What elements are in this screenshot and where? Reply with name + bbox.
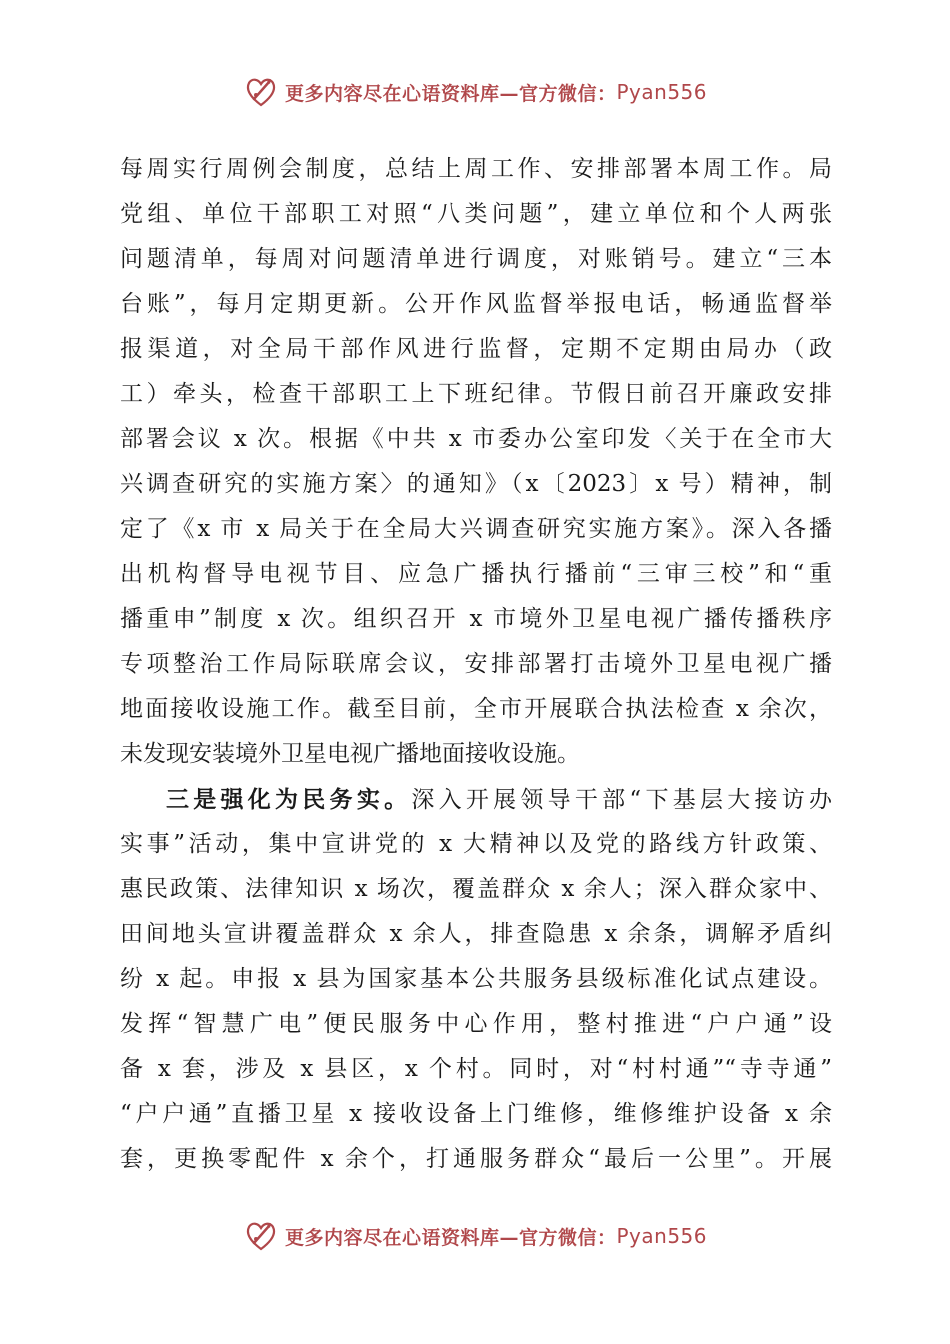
text-line: 台账”，每月定期更新。公开作风监督举报电话，畅通监督举 [120, 291, 832, 317]
text-line: 未发现安装境外卫星电视广播地面接收设施。 [120, 741, 580, 767]
text-line: 实事”活动，集中宣讲党的 x 大精神以及党的路线方针政策、 [120, 831, 832, 857]
heart-pen-logo-icon [243, 74, 279, 110]
text-line: 问题清单，每周对问题清单进行调度，对账销号。建立“三本 [120, 246, 832, 272]
paragraph-1 [120, 147, 832, 777]
heart-pen-logo-icon [243, 1218, 279, 1254]
paragraph-lead-heading: 三是强化为民务实。 [166, 786, 412, 813]
text-line: 专项整治工作局际联席会议，安排部署打击境外卫星电视广播 [120, 651, 832, 677]
text-line: 报渠道，对全局干部作风进行监督，定期不定期由局办（政 [120, 336, 832, 362]
text-line: 每周实行周例会制度，总结上周工作、安排部署本周工作。局 [120, 156, 832, 182]
paragraph-first-line-text: 深入开展领导干部“下基层大接访办 [411, 787, 832, 813]
text-line: 出机构督导电视节目、应急广播执行播前“三审三校”和“重 [120, 561, 832, 587]
text-line: 田间地头宣讲覆盖群众 x 余人，排查隐患 x 余条，调解矛盾纠 [120, 921, 832, 947]
text-line: 备 x 套，涉及 x 县区，x 个村。同时，对“村村通”“寺寺通” [120, 1056, 832, 1082]
paragraph-2 [120, 777, 832, 1182]
text-line: 播重申”制度 x 次。组织召开 x 市境外卫星电视广播传播秩序 [120, 606, 832, 632]
paragraph-first-line [120, 777, 832, 822]
text-line: 工）牵头，检查干部职工上下班纪律。节假日前召开廉政安排 [120, 381, 832, 407]
text-line: 定了《x 市 x 局关于在全局大兴调查研究实施方案》。深入各播 [120, 516, 832, 542]
text-line: 发挥“智慧广电”便民服务中心作用，整村推进“户户通”设 [120, 1011, 832, 1037]
text-line: 兴调查研究的实施方案〉的通知》（x〔2023〕x 号）精神，制 [120, 471, 832, 497]
text-line: 套，更换零配件 x 余个，打通服务群众“最后一公里”。开展 [120, 1146, 832, 1172]
text-line: 党组、单位干部职工对照“八类问题”，建立单位和个人两张 [120, 201, 832, 227]
document-body [120, 147, 832, 1182]
banner-wechat-id: Pyan556 [616, 1224, 708, 1248]
banner-text: 更多内容尽在心语资料库—官方微信： [284, 82, 617, 105]
banner-text: 更多内容尽在心语资料库—官方微信： [284, 1226, 617, 1249]
banner-wechat-id: Pyan556 [616, 80, 708, 104]
text-line: 部署会议 x 次。根据《中共 x 市委办公室印发〈关于在全市大 [120, 426, 832, 452]
header-watermark-banner [0, 70, 950, 114]
text-line: 惠民政策、法律知识 x 场次，覆盖群众 x 余人；深入群众家中、 [120, 876, 832, 902]
footer-watermark-banner [0, 1214, 950, 1258]
text-line: 纷 x 起。申报 x 县为国家基本公共服务县级标准化试点建设。 [120, 966, 832, 992]
text-line: “户户通”直播卫星 x 接收设备上门维修，维修维护设备 x 余 [120, 1101, 832, 1127]
text-line: 地面接收设施工作。截至目前，全市开展联合执法检查 x 余次， [120, 696, 832, 722]
